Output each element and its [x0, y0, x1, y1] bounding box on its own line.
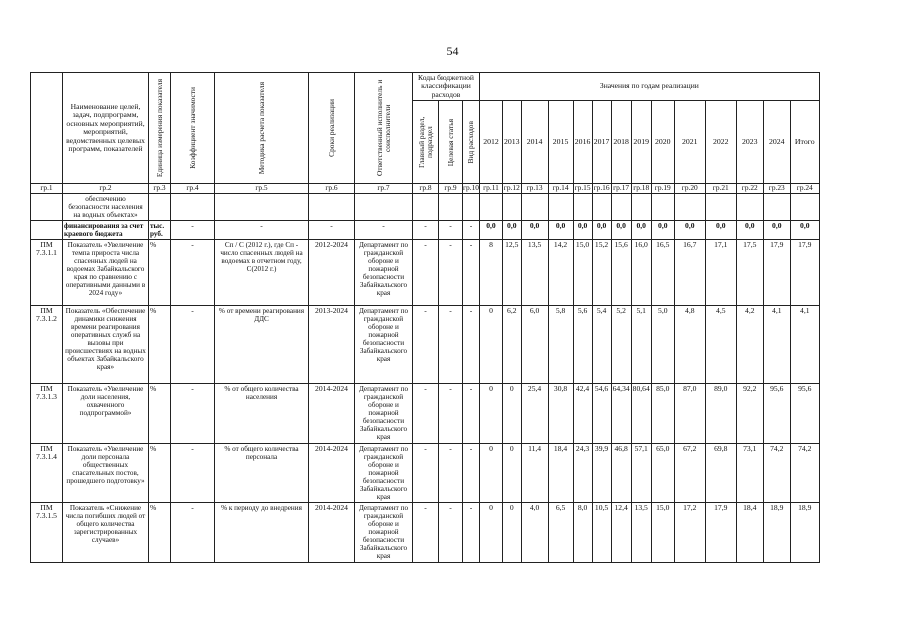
row-term: 2014-2024 — [309, 502, 355, 562]
row-value: 92,2 — [736, 383, 763, 443]
header-code-target: Целевая статья — [439, 101, 463, 184]
funding-term: - — [309, 220, 355, 239]
funding-value: 0,0 — [790, 220, 819, 239]
header-year: 2022 — [705, 101, 736, 184]
row-value: 8 — [479, 239, 502, 305]
column-number: гр.17 — [611, 184, 631, 193]
row-value: 89,0 — [705, 383, 736, 443]
row-value: 17,9 — [763, 239, 790, 305]
row-coef: - — [171, 383, 215, 443]
header-year: 2021 — [674, 101, 705, 184]
funding-value: 0,0 — [592, 220, 611, 239]
header-code-cell — [31, 73, 63, 184]
row-value: 6,0 — [521, 305, 548, 383]
funding-value: 0,0 — [651, 220, 674, 239]
funding-value: 0,0 — [502, 220, 521, 239]
row-value: 73,1 — [736, 443, 763, 502]
funding-value: 0,0 — [674, 220, 705, 239]
column-number: гр.18 — [631, 184, 651, 193]
row-value: 46,8 — [611, 443, 631, 502]
row-value: 65,0 — [651, 443, 674, 502]
column-number-row — [31, 184, 820, 193]
row-value: 12,5 — [502, 239, 521, 305]
row-method: % от общего количества населения — [215, 383, 309, 443]
row-name: Показатель «Обеспечение динамики снижения времени реагирования оперативных служб на вызовы при происшествиях на водных объектах Забайкальского края» — [63, 305, 149, 383]
row-value: 30,8 — [548, 383, 573, 443]
funding-value: 0,0 — [631, 220, 651, 239]
header-code-main: Главный раздел, подраздел — [413, 101, 439, 184]
row-term: 2014-2024 — [309, 383, 355, 443]
row-value: 87,0 — [674, 383, 705, 443]
row-name: Показатель «Увеличение темпа прироста числа спасенных людей на водоемах Забайкальского края по сравнению с оперативными данными в 2024 году» — [63, 239, 149, 305]
column-number: гр.14 — [548, 184, 573, 193]
indicator-row — [31, 443, 820, 502]
column-number: гр.10 — [463, 183, 479, 193]
row-value: 15,0 — [573, 239, 592, 305]
row-unit: % — [149, 305, 171, 383]
row-value: 95,6 — [763, 383, 790, 443]
row-value: 74,2 — [790, 443, 819, 502]
funding-value: 0,0 — [548, 220, 573, 239]
row-unit: % — [149, 502, 171, 562]
row-value: 4,1 — [790, 305, 819, 383]
row-value: 8,0 — [573, 502, 592, 562]
row-code: ПМ 7.3.1.5 — [31, 502, 63, 562]
row-value: 13,5 — [521, 239, 548, 305]
column-number: гр.7 — [355, 184, 413, 193]
header-unit: Единица измерения показателя — [149, 73, 171, 184]
row-value: 18,9 — [763, 502, 790, 562]
header-term: Сроки реализации — [309, 73, 355, 184]
row-term: 2012-2024 — [309, 239, 355, 305]
funding-value: 0,0 — [611, 220, 631, 239]
row-value: 5,0 — [651, 305, 674, 383]
column-number: гр.19 — [651, 184, 674, 193]
header-budget-codes: Коды бюджетной классификации расходов — [413, 73, 480, 101]
funding-method: - — [215, 220, 309, 239]
column-number: гр.24 — [790, 184, 819, 193]
header-year: 2012 — [479, 101, 502, 184]
row-value: 6,2 — [502, 305, 521, 383]
row-value: 16,5 — [651, 239, 674, 305]
funding-value: 0,0 — [479, 220, 502, 239]
row-code-target: - — [439, 239, 463, 305]
column-number: гр.15 — [574, 183, 591, 193]
row-value: 0 — [502, 443, 521, 502]
indicator-row — [31, 502, 820, 562]
row-value: 11,4 — [521, 443, 548, 502]
funding-unit: тыс. руб. — [149, 220, 171, 239]
row-code-kind: - — [463, 383, 480, 443]
funding-value: 0,0 — [763, 220, 790, 239]
row-value: 0 — [502, 502, 521, 562]
row-code-target: - — [439, 502, 463, 562]
continuation-text: обеспечению безопасности населения на водных объектах» — [63, 193, 149, 220]
funding-c9: - — [439, 220, 463, 239]
row-code: ПМ 7.3.1.3 — [31, 383, 63, 443]
row-value: 16,0 — [631, 239, 651, 305]
row-responsible: Департамент по гражданской обороне и пожарной безопасности Забайкальского края — [355, 305, 413, 383]
row-code-main: - — [413, 502, 439, 562]
row-value: 0 — [479, 383, 502, 443]
row-value: 15,2 — [592, 239, 611, 305]
row-unit: % — [149, 239, 171, 305]
header-year: 2014 — [521, 101, 548, 184]
column-number: гр.9 — [439, 184, 463, 193]
row-code-main: - — [413, 443, 439, 502]
row-value: 24,3 — [573, 443, 592, 502]
row-value: 80,64 — [631, 383, 651, 443]
funding-c10: - — [463, 220, 480, 239]
row-method: % к периоду до внедрения — [215, 502, 309, 562]
row-coef: - — [171, 239, 215, 305]
header-code-kind: Вид расходов — [463, 101, 480, 184]
header-year: 2023 — [736, 101, 763, 184]
row-coef: - — [171, 443, 215, 502]
row-code-kind: - — [463, 443, 480, 502]
row-value: 54,6 — [592, 383, 611, 443]
row-value: 4,5 — [705, 305, 736, 383]
row-value: 13,5 — [631, 502, 651, 562]
row-value: 64,34 — [611, 383, 631, 443]
row-value: 5,6 — [573, 305, 592, 383]
continuation-row — [31, 193, 820, 220]
row-value: 16,7 — [674, 239, 705, 305]
row-code-target: - — [439, 305, 463, 383]
row-value: 0 — [479, 443, 502, 502]
row-value: 95,6 — [790, 383, 819, 443]
column-number: гр.5 — [215, 184, 309, 193]
header-year: 2019 — [631, 101, 651, 184]
column-number: гр.13 — [521, 184, 548, 193]
column-number: гр.22 — [736, 184, 763, 193]
row-code-target: - — [439, 443, 463, 502]
row-coef: - — [171, 502, 215, 562]
header-year: 2018 — [611, 101, 631, 184]
funding-coef: - — [171, 220, 215, 239]
header-year: 2013 — [502, 101, 521, 184]
row-value: 18,4 — [548, 443, 573, 502]
row-method: % от общего количества персонала — [215, 443, 309, 502]
row-coef: - — [171, 305, 215, 383]
row-value: 10,5 — [592, 502, 611, 562]
row-value: 18,9 — [790, 502, 819, 562]
row-unit: % — [149, 383, 171, 443]
funding-c8: - — [413, 220, 439, 239]
indicators-table — [30, 72, 820, 563]
row-value: 0 — [479, 502, 502, 562]
header-year: 2016 — [573, 101, 592, 184]
row-code: ПМ 7.3.1.4 — [31, 443, 63, 502]
row-value: 57,1 — [631, 443, 651, 502]
row-value: 5,2 — [611, 305, 631, 383]
header-year: 2020 — [651, 101, 674, 184]
row-value: 17,1 — [705, 239, 736, 305]
row-value: 4,1 — [763, 305, 790, 383]
row-value: 5,1 — [631, 305, 651, 383]
row-code: ПМ 7.3.1.2 — [31, 305, 63, 383]
column-number: гр.6 — [309, 184, 355, 193]
header-year: 2015 — [548, 101, 573, 184]
column-number: гр.23 — [763, 184, 790, 193]
row-name: Показатель «Снижение числа погибших людей от общего количества зарегистрированных случаев» — [63, 502, 149, 562]
column-number: гр.12 — [503, 183, 520, 193]
header-year: Итого — [790, 101, 819, 184]
row-value: 17,9 — [705, 502, 736, 562]
row-value: 74,2 — [763, 443, 790, 502]
row-code: ПМ 7.3.1.1 — [31, 239, 63, 305]
funding-row — [31, 220, 820, 239]
header-values-title: Значения по годам реализации — [479, 73, 819, 101]
row-value: 0 — [479, 305, 502, 383]
row-value: 5,8 — [548, 305, 573, 383]
column-number: гр.11 — [479, 184, 502, 193]
column-number: гр.20 — [674, 184, 705, 193]
header-name: Наименование целей, задач, подпрограмм, основных мероприятий, мероприятий, ведомственных целевых программ, показателей — [63, 73, 149, 184]
row-unit: % — [149, 443, 171, 502]
funding-value: 0,0 — [736, 220, 763, 239]
header-year: 2017 — [592, 101, 611, 184]
row-value: 39,9 — [592, 443, 611, 502]
row-code-target: - — [439, 383, 463, 443]
row-code-kind: - — [463, 305, 480, 383]
header-row-1 — [31, 73, 820, 101]
row-value: 5,4 — [592, 305, 611, 383]
row-responsible: Департамент по гражданской обороне и пожарной безопасности Забайкальского края — [355, 239, 413, 305]
row-value: 17,2 — [674, 502, 705, 562]
row-value: 4,8 — [674, 305, 705, 383]
column-number: гр.1 — [31, 184, 63, 193]
row-value: 6,5 — [548, 502, 573, 562]
row-value: 12,4 — [611, 502, 631, 562]
row-value: 17,9 — [790, 239, 819, 305]
row-value: 25,4 — [521, 383, 548, 443]
indicator-row — [31, 383, 820, 443]
funding-label: финансирования за счет краевого бюджета — [63, 220, 149, 239]
row-code-main: - — [413, 239, 439, 305]
row-method: % от времени реагирования ДДС — [215, 305, 309, 383]
column-number: гр.2 — [63, 184, 149, 193]
row-name: Показатель «Увеличение доли населения, охваченного подпрограммой» — [63, 383, 149, 443]
row-value: 42,4 — [573, 383, 592, 443]
row-code-main: - — [413, 305, 439, 383]
row-code-main: - — [413, 383, 439, 443]
header-coef: Коэффициент значимости — [171, 73, 215, 184]
column-number: гр.8 — [413, 184, 439, 193]
row-value: 67,2 — [674, 443, 705, 502]
row-value: 15,0 — [651, 502, 674, 562]
funding-resp: - — [355, 220, 413, 239]
row-value: 0 — [502, 383, 521, 443]
row-method: Сп / С (2012 г.), где Сп - число спасенных людей на водоемах в отчетном году, С(2012 г.) — [215, 239, 309, 305]
row-value: 4,0 — [521, 502, 548, 562]
row-value: 18,4 — [736, 502, 763, 562]
column-number: гр.16 — [593, 183, 610, 193]
row-responsible: Департамент по гражданской обороне и пожарной безопасности Забайкальского края — [355, 443, 413, 502]
row-name: Показатель «Увеличение доли персонала общественных спасательных постов, прошедшего подготовку» — [63, 443, 149, 502]
funding-value: 0,0 — [705, 220, 736, 239]
row-responsible: Департамент по гражданской обороне и пожарной безопасности Забайкальского края — [355, 502, 413, 562]
row-value: 17,5 — [736, 239, 763, 305]
row-responsible: Департамент по гражданской обороне и пожарной безопасности Забайкальского края — [355, 383, 413, 443]
funding-value: 0,0 — [521, 220, 548, 239]
row-value: 15,6 — [611, 239, 631, 305]
row-value: 69,8 — [705, 443, 736, 502]
header-responsible: Ответственный исполнитель и соисполнители — [355, 73, 413, 184]
row-code-kind: - — [463, 239, 480, 305]
page-number: 54 — [446, 44, 459, 58]
header-method: Методика расчета показателя — [215, 73, 309, 184]
row-value: 14,2 — [548, 239, 573, 305]
row-term: 2013-2024 — [309, 305, 355, 383]
row-code-kind: - — [463, 502, 480, 562]
column-number: гр.3 — [149, 184, 171, 193]
row-value: 4,2 — [736, 305, 763, 383]
header-year: 2024 — [763, 101, 790, 184]
funding-value: 0,0 — [573, 220, 592, 239]
row-term: 2014-2024 — [309, 443, 355, 502]
column-number: гр.4 — [171, 184, 215, 193]
indicator-row — [31, 239, 820, 305]
column-number: гр.21 — [705, 184, 736, 193]
indicator-row — [31, 305, 820, 383]
row-value: 85,0 — [651, 383, 674, 443]
